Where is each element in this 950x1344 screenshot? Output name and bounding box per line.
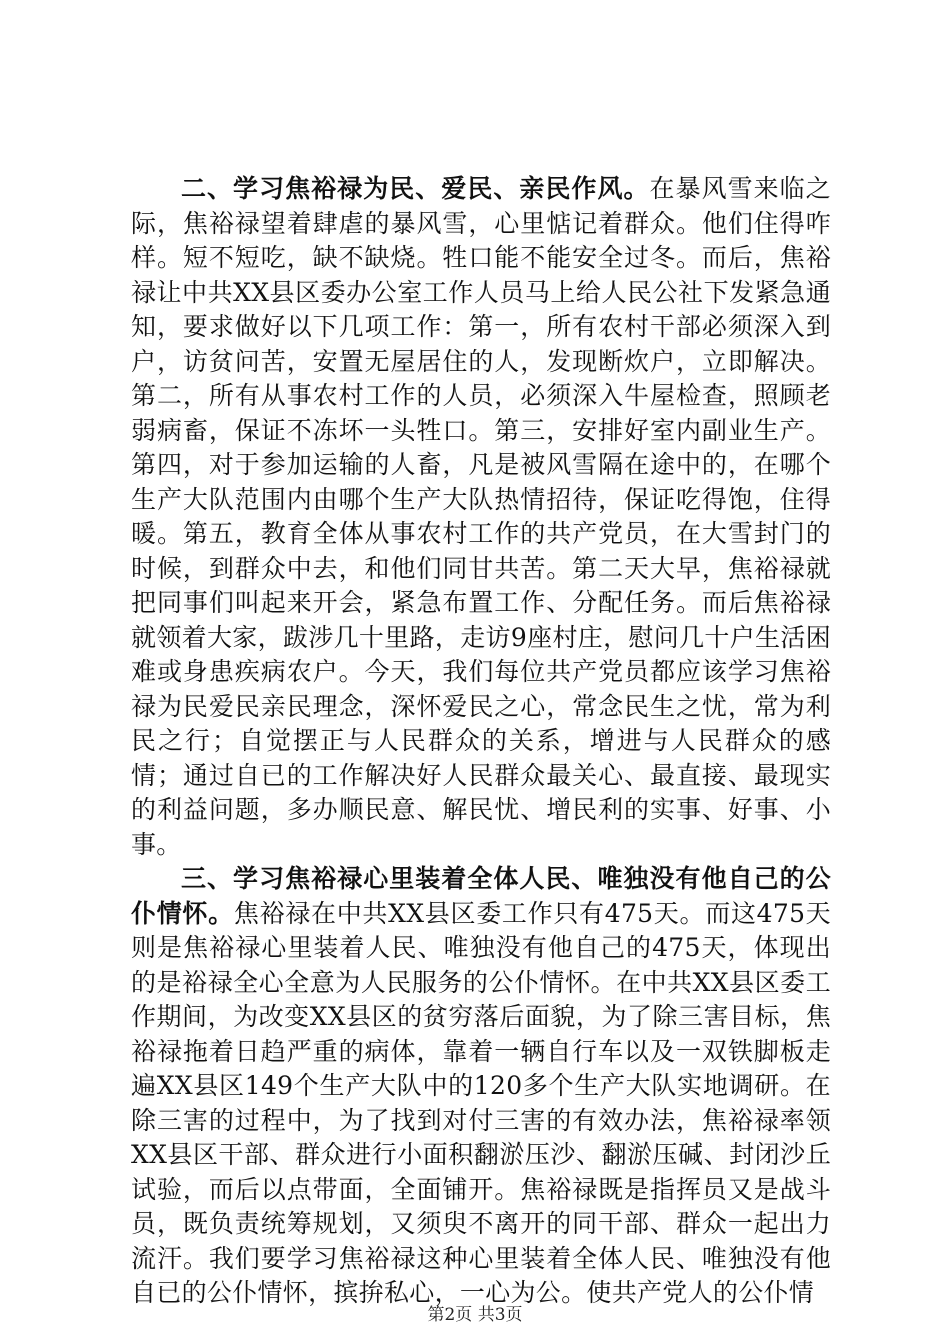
paragraph-3-body: 焦裕禄在中共XX县区委工作只有475天。而这475天则是焦裕禄心里装着人民、唯独没有他自己的475天，体现出的是裕禄全心全意为人民服务的公仆情怀。在中共XX县区委工作期间，为改变XX县区的贫穷落后面貌，为了除三害目标，焦裕禄拖着日趋严重的病体，靠着一辆自行车以及一双铁脚板走遍XX县区149个生产大队中的120多个生产大队实地调研。在除三害的过程中，为了找到对付三害的有效办法，焦裕禄率领XX县区干部、群众进行小面积翻淤压沙、翻淤压碱、封闭沙丘试验，而后以点带面，全面铺开。焦裕禄既是指挥员又是战斗员，既负责统筹规划，又须臾不离开的同干部、群众一起出力流汗。我们要学习焦裕禄这种心里装着全体人民、唯独没有他自已的公仆情怀，摈拚私心，一心为公。使共产党人的公仆情 [131,898,831,1307]
document-body [131,172,831,1311]
paragraph-2-body: 在暴风雪来临之际，焦裕禄望着肆虐的暴风雪，心里惦记着群众。他们住得咋样。短不短吃，缺不缺烧。牲口能不能安全过冬。而后，焦裕禄让中共XX县区委办公室工作人员马上给人民公社下发紧急通知，要求做好以下几项工作：第一，所有农村干部必须深入到户，访贫问苦，安置无屋居住的人，发现断炊户，立即解决。第二，所有从事农村工作的人员，必须深入牛屋检查，照顾老弱病畜，保证不冻坏一头牲口。第三，安排好室内副业生产。第四，对于参加运输的人畜，凡是被风雪隔在途中的，在哪个生产大队范围内由哪个生产大队热情招待，保证吃得饱，住得暖。第五，教育全体从事农村工作的共产党员，在大雪封门的时候，到群众中去，和他们同甘共苦。第二天大早，焦裕禄就把同事们叫起来开会，紧急布置工作、分配任务。而后焦裕禄就领着大家，跋涉几十里路，走访9座村庄，慰问几十户生活困难或身患疾病农户。今天，我们每位共产党员都应该学习焦裕禄为民爱民亲民理念，深怀爱民之心，常念民生之忧，常为利民之行；自觉摆正与人民群众的关系，增进与人民群众的感情；通过自已的工作解决好人民群众最关心、最直接、最现实的利益问题，多办顺民意、解民忧、增民利的实事、好事、小事。 [131,174,831,859]
paragraph-2-heading: 二、学习焦裕禄为民、爱民、亲民作风。 [181,174,650,203]
paragraph-2 [131,172,831,862]
paragraph-3-heading: 三、学习焦裕禄心里装着全体人民、唯独没有他自己的公仆情怀。 [131,864,831,928]
paragraph-3 [131,862,831,1311]
page-footer: 第2页 共3页 [427,1305,523,1325]
